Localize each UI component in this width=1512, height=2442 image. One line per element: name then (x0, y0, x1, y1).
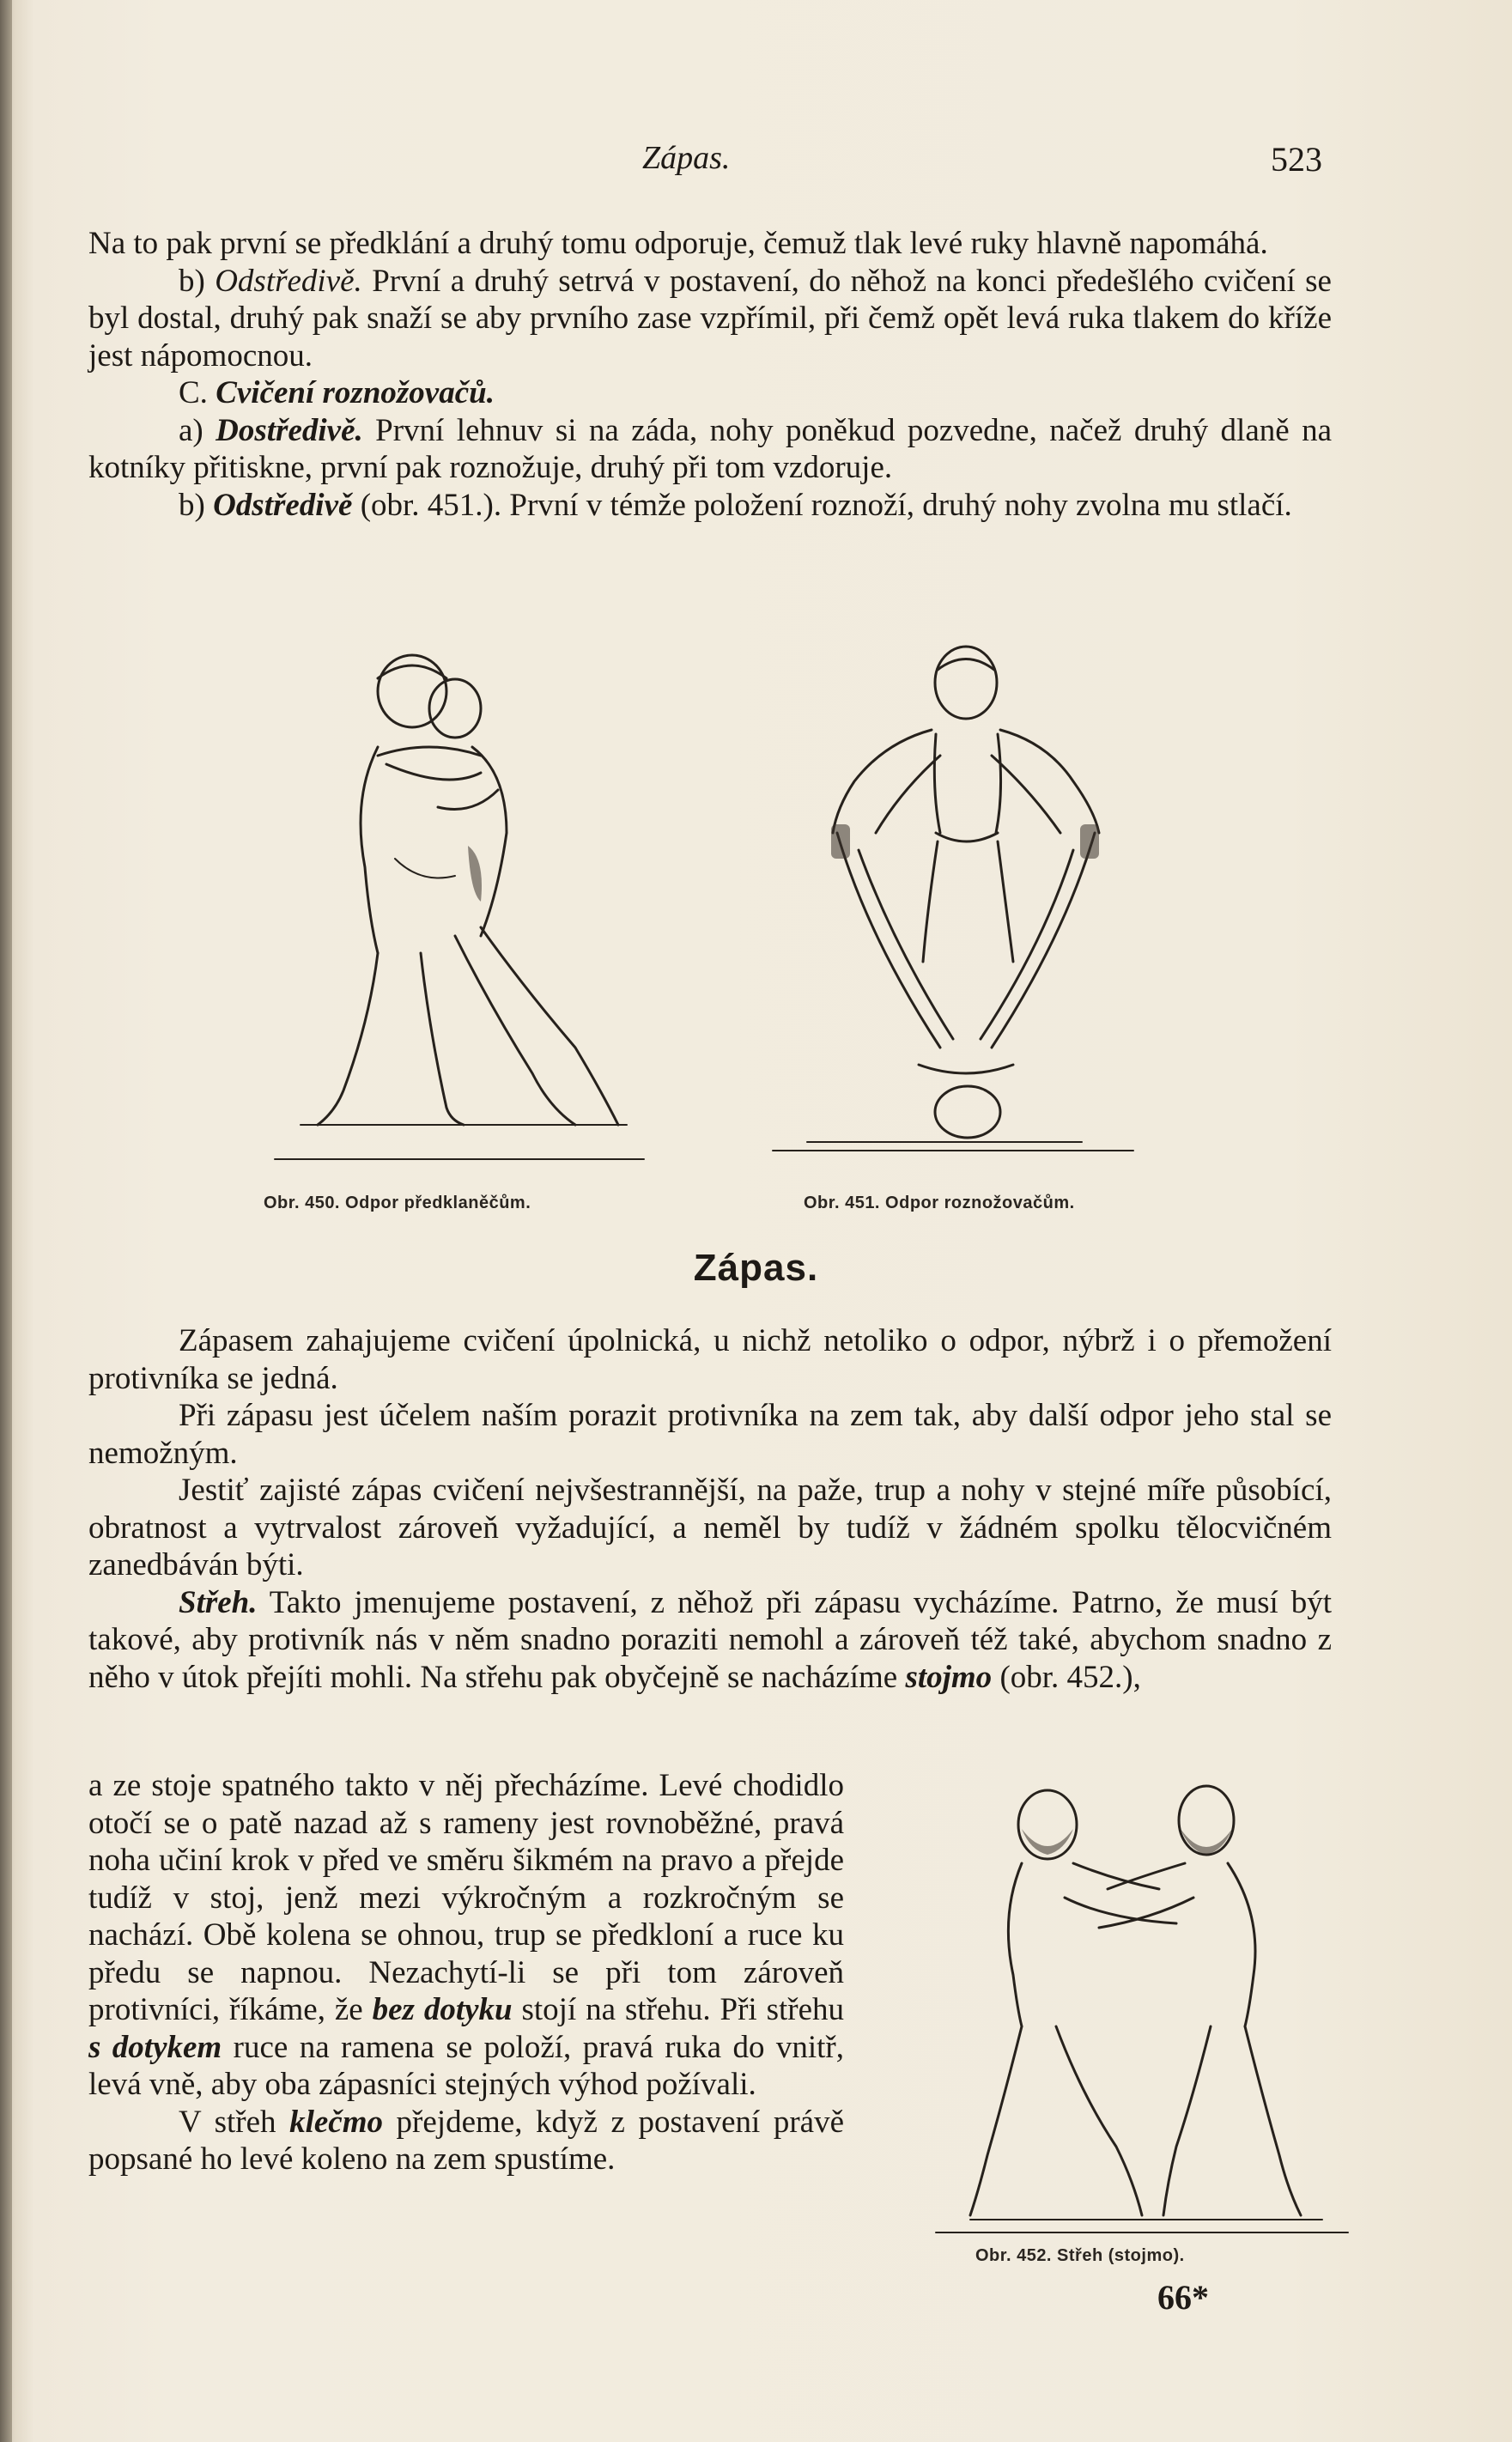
section-paragraph-3: Jestiť zajisté zápas cvičení nejvšestrannější, na paže, trup a nohy v stejné míře působící, obratnost a vytrvalost zároveň vyžadující, a neměl by tudíž v žádném spolku tělocvičném zanedbáván býti. (88, 1473, 1332, 1582)
running-title: Zápas. (642, 140, 731, 176)
figure-452-illustration (919, 1769, 1365, 2241)
paragraph-2: b) Odstředivě. První a druhý setrvá v postavení, do něhož na konci předešlého cvičení se byl dostal, druhý pak snaží se aby prvního zase vzpřímil, při čemž opět levá ruka tlakem do kříže jest nápomocnou. (88, 263, 1332, 374)
subheading-c: C. Cvičení roznožovačů. (179, 375, 495, 410)
section-paragraph-4: Střeh. Takto jmenujeme postavení, z něhož při zápasu vycházíme. Patrno, že musí být takové, aby protivník nás v něm snadno poraziti nemohl a zároveň též také, abychom snadno z něho v útok přejíti mohli. Na střehu pak obyčejně se nacházíme stojmo (obr. 452.), (88, 1584, 1332, 1695)
section-paragraph-1: Zápasem zahajujeme cvičení úpolnická, u nichž netoliko o odpor, nýbrž i o přemožení protivníka se jedná. (88, 1323, 1332, 1396)
running-head (0, 139, 1512, 191)
paragraph-1: Na to pak první se předklání a druhý tomu odporuje, čemuž tlak levé ruky hlavně napomáhá. (88, 226, 1268, 261)
paragraph-5: b) Odstředivě (obr. 451.). První v témže položení roznoží, druhý nohy zvolna mu stlačí. (179, 487, 1292, 523)
figure-450-caption: Obr. 450. Odpor předklaněčům. (264, 1194, 531, 1212)
page-number: 523 (1271, 140, 1322, 179)
paragraph-4: a) Dostředivě. První lehnuv si na záda, nohy poněkud pozvedne, načež druhý dlaně na kotníky přitiskne, první pak roznožuje, druhý při tom vzdoruje. (88, 412, 1332, 485)
figure-451-caption: Obr. 451. Odpor roznožovačům. (804, 1194, 1075, 1212)
section-text-block (88, 1322, 1332, 1696)
narrow-text-column (88, 1767, 844, 2178)
section-paragraph-5: a ze stoje spatného takto v něj přecházíme. Levé chodidlo otočí se o patě nazad až s rameny jest rovnoběžné, pravá noha učiní krok v před ve směru šikmém na pravo a přejde tudíž v stoj, jenž mezi výkročným a rozkročným se nachází. Obě kolena se ohnou, trup se předkloní a ruce ku předu se napnou. Nezachytí-li se při tom zároveň protivníci, říkáme, že bez dotyku stojí na střehu. Při střehu s dotykem ruce na ramena se položí, pravá ruka do vnitř, levá vně, aby oba zápasníci stejných výhod požívali. (88, 1768, 844, 2102)
figure-452-caption: Obr. 452. Střeh (stojmo). (975, 2246, 1185, 2265)
section-heading: Zápas. (693, 1247, 819, 1289)
top-text-block (88, 225, 1332, 524)
section-paragraph-6: V střeh klečmo přejdeme, když z postavení právě popsané ho levé koleno na zem spustíme. (88, 2104, 844, 2177)
figure-451-illustration (756, 635, 1151, 1159)
sheet-signature: 66* (1157, 2278, 1209, 2317)
book-spine-shadow (0, 0, 12, 2442)
section-paragraph-2: Při zápasu jest účelem naším porazit protivníka na zem tak, aby další odpor jeho stal se nemožným. (88, 1398, 1332, 1471)
figure-450-illustration (249, 644, 653, 1168)
